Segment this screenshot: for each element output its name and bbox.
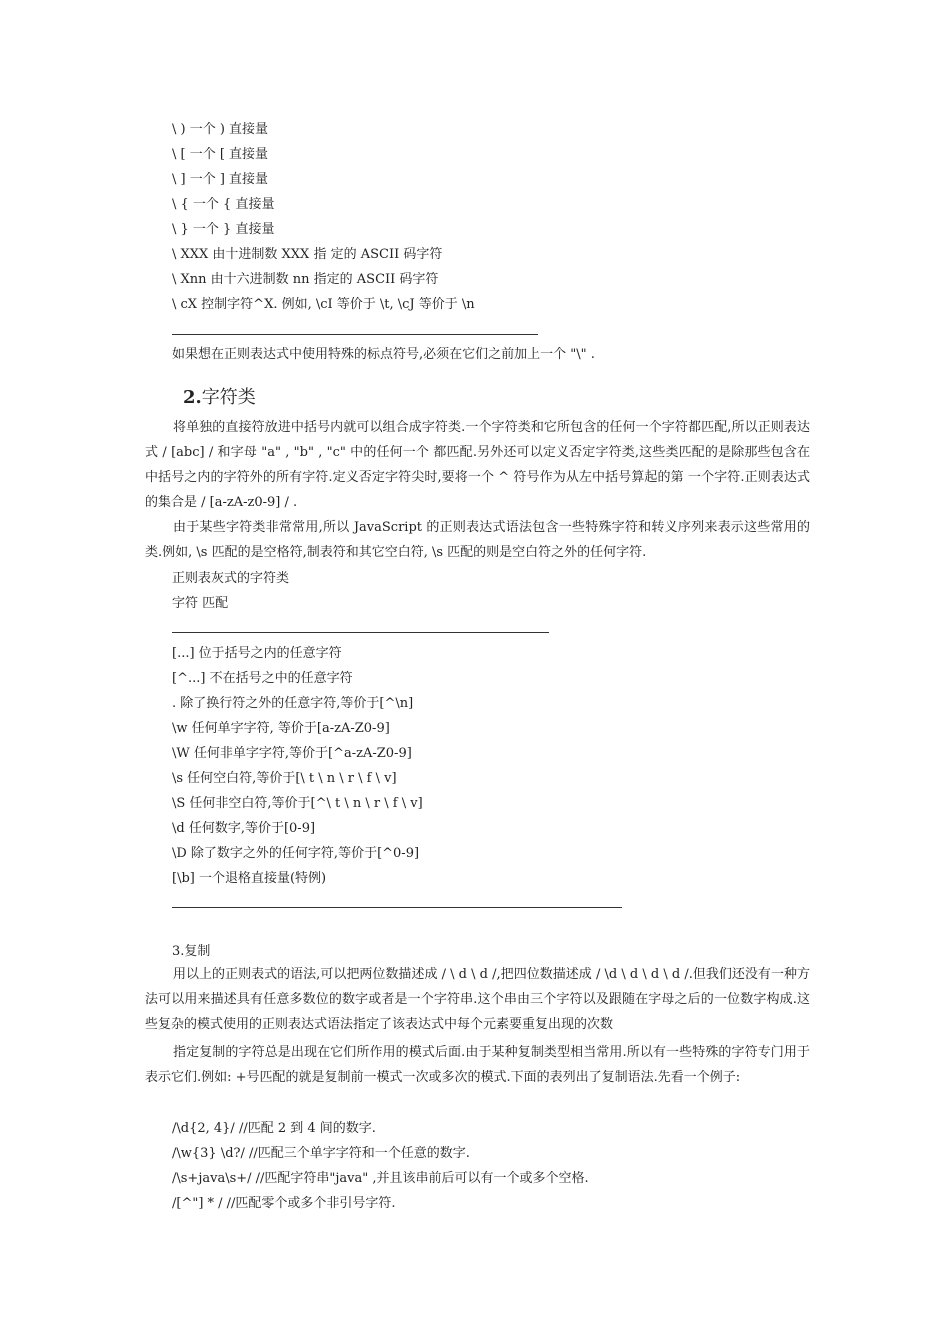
class-row: [...] 位于括号之内的任意字符 xyxy=(172,646,342,661)
escape-line: \ ] 一个 ] 直接量 xyxy=(172,172,269,187)
section-title: 3.复制 xyxy=(172,944,211,959)
class-row: \W 任何非单字字符,等价于[^a-zA-Z0-9] xyxy=(172,746,412,761)
class-row: \S 任何非空白符,等价于[^\ t \ n \ r \ f \ v] xyxy=(172,796,423,811)
section-heading xyxy=(183,386,256,410)
escape-line: \ XXX 由十进制数 XXX 指 定的 ASCII 码字符 xyxy=(172,247,443,262)
table-header: 字符 匹配 xyxy=(172,596,229,611)
escape-line: \ Xnn 由十六进制数 nn 指定的 ASCII 码字符 xyxy=(172,272,439,287)
escape-line: \ { 一个 { 直接量 xyxy=(172,197,275,212)
example-line: /\d{2, 4}/ //匹配 2 到 4 间的数字. xyxy=(172,1121,376,1136)
paragraph: 指定复制的字符总是出现在它们所作用的模式后面.由于某种复制类型相当常用.所以有一些特殊的字符专门用于表示它们.例如: +号匹配的就是复制前一模式一次或多次的模式.下面的表列出了复制语法.先看一个例子: xyxy=(145,1045,810,1085)
class-row: \s 任何空白符,等价于[\ t \ n \ r \ f \ v] xyxy=(172,771,397,786)
punctuation-note: 如果想在正则表达式中使用特殊的标点符号,必须在它们之前加上一个 "\" . xyxy=(172,347,595,362)
class-row: \d 任何数字,等价于[0-9] xyxy=(172,821,316,836)
escape-line: \ } 一个 } 直接量 xyxy=(172,222,275,237)
paragraph: 用以上的正则表式的语法,可以把两位数描述成 / \ d \ d /,把四位数描述成 / \d \ d \ d \ d /.但我们还没有一种方法可以用来描述具有任意多数位的数字或者是一个字符串.这个串由三个字符以及跟随在字母之后的一位数字构成.这些复杂的模式使用的正则表达式语法指定了该表达式中每个元素要重复出现的次数 xyxy=(145,967,810,1032)
section-title: 字符类 xyxy=(201,387,256,408)
example-line: /\s+java\s+/ //匹配字符串"java" ,并且该串前后可以有一个或多个空格. xyxy=(172,1171,589,1186)
class-row: [^...] 不在括号之中的任意字符 xyxy=(172,671,353,686)
table-divider xyxy=(172,334,538,335)
table-divider xyxy=(172,632,549,633)
example-line: /[^"] * / //匹配零个或多个非引号字符. xyxy=(172,1196,396,1211)
escape-line: \ ) 一个 ) 直接量 xyxy=(172,122,269,137)
class-row: \D 除了数字之外的任何字符,等价于[^0-9] xyxy=(172,846,420,861)
example-line: /\w{3} \d?/ //匹配三个单字字符和一个任意的数字. xyxy=(172,1146,470,1161)
paragraph: 由于某些字符类非常常用,所以 JavaScript 的正则表达式语法包含一些特殊字符和转义序列来表示这些常用的类.例如, \s 匹配的是空格符,制表符和其它空白符, \s 匹配的则是空白符之外的任何字符. xyxy=(145,520,810,560)
escape-line: \ [ 一个 [ 直接量 xyxy=(172,147,269,162)
class-row: \w 任何单字字符, 等价于[a-zA-Z0-9] xyxy=(172,721,390,736)
class-row: . 除了换行符之外的任意字符,等价于[^\n] xyxy=(172,696,414,711)
table-divider xyxy=(172,907,622,908)
table-title: 正则表灰式的字符类 xyxy=(172,571,290,586)
class-row: [\b] 一个退格直接量(特例) xyxy=(172,871,327,886)
paragraph: 将单独的直接符放进中括号内就可以组合成字符类.一个字符类和它所包含的任何一个字符都匹配,所以正则表达式 / [abc] / 和字母 "a" , "b" , "c" 中的任何一个 都匹配.另外还可以定义否定字符类,这些类匹配的是除那些包含在中括号之内的字符外的所有字符.定义否定字符尖时,要将一个 ^ 符号作为从左中括号算起的第 一个字符.正则表达式的集合是 / [a-zA-z0-9] / . xyxy=(145,420,810,510)
escape-line: \ cX 控制字符^X. 例如, \cI 等价于 \t, \cJ 等价于 \n xyxy=(172,297,475,312)
section-number: 2. xyxy=(183,387,202,408)
